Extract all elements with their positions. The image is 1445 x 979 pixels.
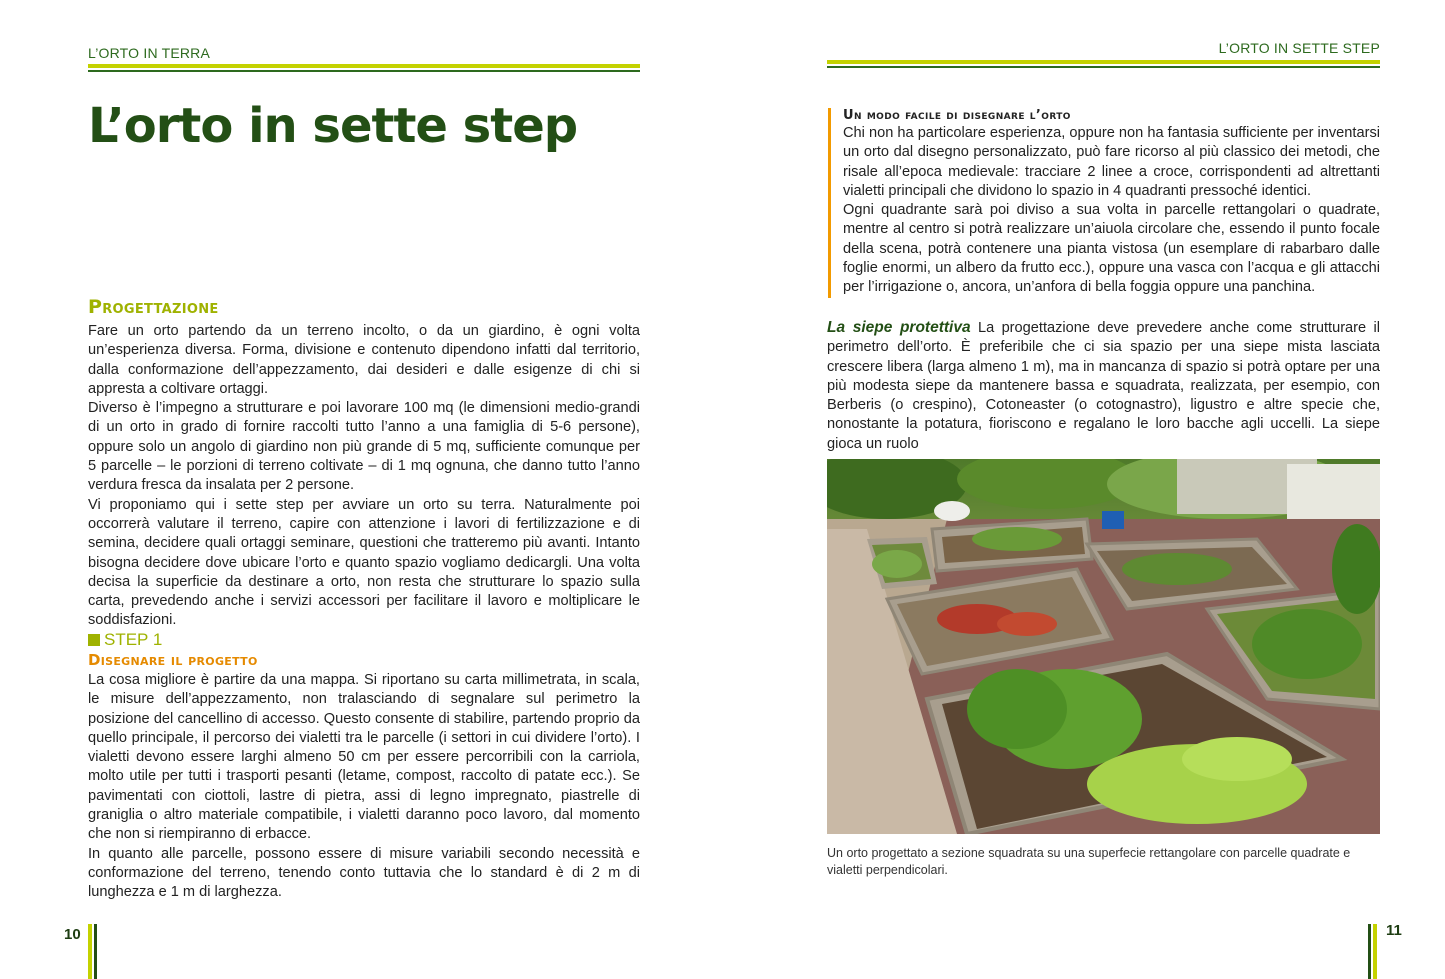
step-title: Disegnare il progetto [88, 651, 258, 669]
page-title: L’orto in sette step [88, 98, 578, 154]
step-text [88, 671, 640, 903]
square-bullet-icon [88, 634, 100, 646]
step-label [88, 630, 162, 650]
sidebar-paragraph: Chi non ha particolare esperienza, oppure non ha fantasia sufficiente per inventarsi un orto dal disegno personalizzato, può fare ricorso al più classico dei metodi, che risale all’epoca medievale: tracciare 2 linee a croce, corrispondenti ad altrettanti vialetti principali che dividono lo spazio in 4 quadranti pressoché identici. [843, 125, 1380, 199]
sidebar-paragraph: Ogni quadrante sarà poi diviso a sua volta in parcelle rettangolari o quadrate, mentre al centro si potrà realizzare un’aiuola circolare che, essendo il punto focale della scena, potrà contenere una pianta vistosa (un esemplare di rabarbaro dalle foglie enormi, un albero da frutto ecc.), oppure una vasca con l’acqua e gli attacchi per l’irrigazione o, ancora, un’anfora di bella foggia oppure una panchina. [843, 202, 1380, 296]
step-paragraph: In quanto alle parcelle, possono essere di misure variabili secondo necessità e conformazione del terreno, tenendo conto tuttavia che lo standard è di 2 m di lunghezza e 1 m di larghezza. [88, 845, 640, 901]
running-head-left: L’ORTO IN TERRA [88, 45, 211, 61]
running-head-right: L’ORTO IN SETTE STEP [1218, 40, 1380, 56]
header-rule-green-right [827, 66, 1380, 68]
sidebar-box [828, 108, 1380, 298]
page-number-left: 10 [64, 926, 81, 943]
page-bar-green-right [1368, 924, 1371, 979]
page-number-right: 11 [1386, 922, 1402, 939]
photo-caption: Un orto progettato a sezione squadrata su una superfecie rettangolare con parcelle quadrate e vialetti perpendicolari. [827, 846, 1351, 877]
garden-photo [827, 459, 1380, 834]
page-bar-lime-left [88, 924, 92, 979]
sidebar-title: Un modo facile di disegnare l’orto [843, 108, 1071, 123]
page-bar-green-left [94, 924, 97, 979]
step-label-text: STEP 1 [104, 630, 163, 649]
section-heading: Progettazione [88, 296, 219, 318]
lead-in-heading: La siepe protettiva [827, 319, 971, 336]
intro-paragraph: Diverso è l’impegno a strutturare e poi lavorare 100 mq (le dimensioni medio-grandi di un orto in grado di fornire raccolti tutto l’anno a una famiglia di 5-6 persone), oppure solo un angolo di giardino non più grande di 5 mq, sufficiente comunque per 5 parcelle – le porzioni di terreno coltivate – di 1 mq ognuna, che danno tutto l’anno verdura fresca da insalata per 2 persone. [88, 400, 640, 494]
header-rule-green-left [88, 70, 640, 72]
header-rule-lime-right [827, 60, 1380, 64]
intro-paragraph: Vi proponiamo qui i sette step per avviare un orto su terra. Naturalmente poi occorrerà valutare il terreno, capire con attenzione i lavori di fertilizzazione e di semina, decidere quali ortaggi seminare, questioni che tratteremo più avanti. Intanto bisogna decidere dove ubicare l’orto e quanto spazio vogliamo dedicargli. Una volta decisa la superficie da destinare a orto, non resta che strutturare lo spazio sulla carta, prevedendo anche i servizi accessori per facilitare il lavoro e moltiplicare le soddisfazioni. [88, 496, 640, 629]
step-paragraph: La cosa migliore è partire da una mappa. Si riportano su carta millimetrata, in scala, le misure dell’appezzamento, non tralasciando di segnalare sul perimetro la posizione del cancellino di accesso. Questo consente di stabilire, partendo proprio da quello principale, il percorso dei vialetti tra le parcelle (i settori in cui dividere l’orto). I vialetti devono essere larghi almeno 50 cm per essere percorribili con la carriola, molto utile per tutti i trasporti pesanti (letame, compost, raccolto di patate ecc.). Se pavimentati con ciottoli, lastre di pietra, assi di legno impregnato, piastrelle di graniglia o altro materiale compatibile, i vialetti daranno poco lavoro, dal momento che non si riempiranno di erbacce. [88, 672, 640, 843]
sidebar-text [843, 124, 1380, 298]
header-rule-lime-left [88, 64, 640, 68]
siepe-paragraph [827, 318, 1380, 454]
siepe-text: La progettazione deve prevedere anche come strutturare il perimetro dell’orto. È preferibile che ci sia spazio per una siepe mista lasciata crescere libera (larga almeno 1 m), ma in mancanza di spazio si potrà optare per una più modesta siepe da mantenere bassa e squadrata, realizzata, per esempio, con Berberis (o crespino), Cotoneaster (o cotognastro), ligustro e altre specie che, nonostante la potatura, fioriscono e regalano le loro bacche agli uccelli. La siepe gioca un ruolo [827, 320, 1380, 452]
intro-text [88, 322, 640, 631]
page-bar-lime-right [1373, 924, 1377, 979]
intro-paragraph: Fare un orto partendo da un terreno incolto, o da un giardino, è ogni volta un’esperienza diversa. Forma, divisione e contenuto dipendono infatti dal territorio, dalla conformazione dell’appezzamento, dai desideri e dalle esigenze di chi si appresta a coltivare ortaggi. [88, 323, 640, 397]
